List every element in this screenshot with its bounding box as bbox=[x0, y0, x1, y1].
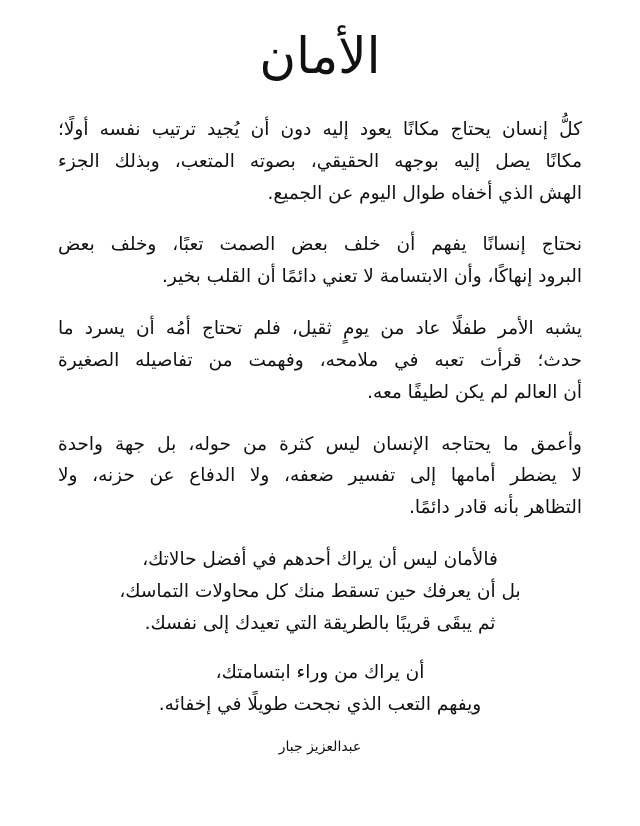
paragraph-line: مكانًا يصل إليه بوجهه الحقيقي، بصوته المتعب، وبذلك الجزء bbox=[58, 150, 582, 172]
paragraph-line: التظاهر بأنه قادر دائمًا. bbox=[408, 497, 582, 519]
paragraph-line: الهش الذي أخفاه طوال اليوم عن الجميع. bbox=[267, 182, 582, 204]
poem-stanza-1 bbox=[58, 544, 582, 639]
paragraph-line: حدث؛ قرأت تعبه في ملامحه، وفهمت من تفاصيله الصغيرة bbox=[58, 349, 582, 371]
paragraph-2 bbox=[58, 229, 582, 293]
poem-line: بل أن يعرفك حين تسقط منك كل محاولات التماسك، bbox=[119, 580, 521, 602]
paragraph-4 bbox=[58, 429, 582, 524]
paragraph-1 bbox=[58, 114, 582, 209]
paragraph-line: أن العالم لم يكن لطيفًا معه. bbox=[367, 381, 582, 403]
poem-line: ويفهم التعب الذي نجحت طويلًا في إخفائه. bbox=[158, 694, 482, 716]
paragraph-3 bbox=[58, 313, 582, 408]
paragraph-line: البرود إنهاكًا، وأن الابتسامة لا تعني دائمًا أن القلب بخير. bbox=[162, 266, 582, 288]
paragraph-line: يشبه الأمر طفلًا عاد من يومٍ ثقيل، فلم تحتاج أمُه أن يسرد ما bbox=[58, 318, 582, 340]
poem-line: ثم يبقَى قريبًا بالطريقة التي تعيدك إلى نفسك. bbox=[144, 612, 496, 634]
poem-stanza-2 bbox=[58, 657, 582, 721]
paragraph-line: كلُّ إنسان يحتاج مكانًا يعود إليه دون أن يُجيد ترتيب نفسه أولًا؛ bbox=[58, 119, 582, 140]
paragraph-line: وأعمق ما يحتاجه الإنسان ليس كثرة من حوله، بل جهة واحدة bbox=[58, 433, 582, 455]
article-title: الأمان bbox=[259, 27, 381, 85]
paragraph-line: لا يضطر أمامها إلى تفسير ضعفه، ولا الدفاع عن حزنه، ولا bbox=[58, 465, 582, 487]
article-page bbox=[0, 26, 640, 826]
paragraph-line: نحتاج إنسانًا يفهم أن خلف بعض الصمت تعبًا، وخلف بعض bbox=[58, 234, 582, 256]
poem-line: فالأمان ليس أن يراك أحدهم في أفضل حالاتك، bbox=[142, 548, 498, 570]
poem-line: أن يراك من وراء ابتسامتك، bbox=[215, 662, 425, 684]
author-signature: عبدالعزيز جبار bbox=[278, 739, 362, 755]
